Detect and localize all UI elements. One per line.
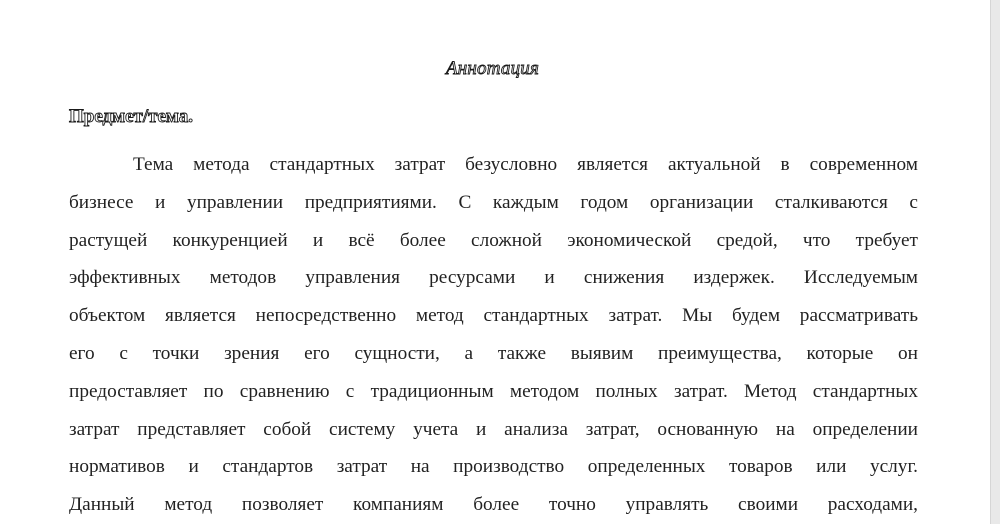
paragraph-line: нормативов и стандартов затрат на производство определенных товаров или услуг. <box>69 456 918 478</box>
paragraph-line: растущей конкуренцией и всё более сложной экономической средой, что требует <box>69 229 918 251</box>
paragraph-line: Тема метода стандартных затрат безусловно является актуальной в современном <box>133 154 918 175</box>
paragraph-line: затрат представляет собой систему учета и анализа затрат, основанную на определении <box>69 418 918 440</box>
paragraph-line: объектом является непосредственно метод стандартных затрат. Мы будем рассматривать <box>69 305 918 327</box>
body-paragraph <box>69 146 918 524</box>
section-heading: Предмет/тема. <box>69 106 193 127</box>
vertical-scrollbar[interactable] <box>990 0 1000 524</box>
paragraph-line: Данный метод позволяет компаниям более точно управлять своими расходами, <box>69 494 918 516</box>
paragraph-line: эффективных методов управления ресурсами и снижения издержек. Исследуемым <box>69 267 918 289</box>
paragraph-line: его с точки зрения его сущности, а также выявим преимущества, которые он <box>69 342 918 364</box>
paragraph-line: предоставляет по сравнению с традиционным методом полных затрат. Метод стандартных <box>69 380 918 402</box>
paragraph-line: бизнесе и управлении предприятиями. С каждым годом организации сталкиваются с <box>69 191 918 213</box>
document-title: Аннотация <box>445 58 540 79</box>
